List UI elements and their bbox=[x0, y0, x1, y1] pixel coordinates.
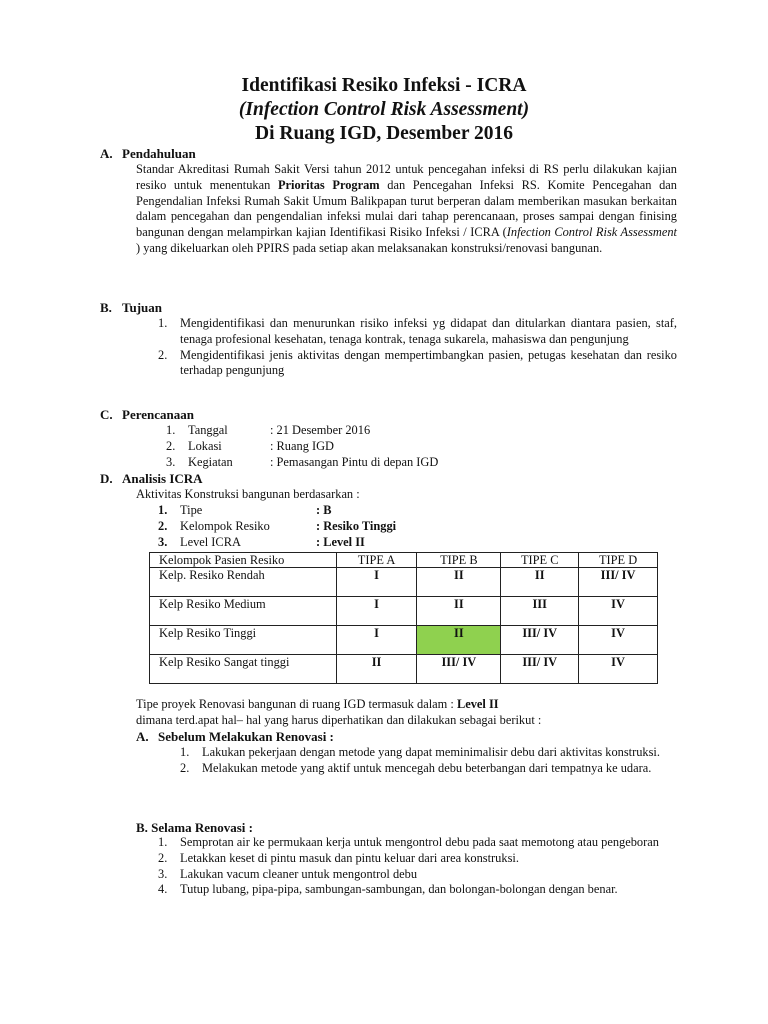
table-header: TIPE A bbox=[336, 553, 417, 568]
list-item: 2. Lokasi : Ruang IGD bbox=[166, 438, 335, 453]
section-c-heading: C. Perencanaan bbox=[100, 407, 194, 422]
subsection-b-list bbox=[158, 835, 677, 898]
highlighted-cell: II bbox=[417, 626, 501, 655]
list-item: 1. Lakukan pekerjaan dengan metode yang dapat meminimalisir debu dari aktivitas konstruksi. bbox=[180, 745, 660, 759]
section-b-list bbox=[158, 316, 677, 379]
icra-summary: Tipe proyek Renovasi bangunan di ruang IGD termasuk dalam : Level II bbox=[136, 697, 499, 711]
section-d-criteria bbox=[158, 503, 558, 550]
document-title: Identifikasi Resiko Infeksi - ICRA bbox=[241, 75, 527, 96]
list-item: 3. Lakukan vacum cleaner untuk mengontrol debu bbox=[158, 866, 418, 881]
table-row bbox=[150, 568, 658, 597]
section-d-intro: Aktivitas Konstruksi bangunan berdasarkan : bbox=[136, 487, 360, 501]
list-item: 2. Kelompok Resiko : Resiko Tinggi bbox=[158, 518, 397, 533]
table-cell: Kelp Resiko Sangat tinggi bbox=[150, 655, 337, 684]
table-cell: III/ IV bbox=[579, 568, 658, 597]
subsection-a-list bbox=[180, 745, 677, 777]
list-item: 4. Tutup lubang, pipa-pipa, sambungan-sambungan, dan bolongan-bolongan dengan benar. bbox=[158, 882, 618, 897]
table-cell: II bbox=[336, 655, 417, 684]
table-header: TIPE C bbox=[501, 553, 579, 568]
table-header-row bbox=[150, 553, 658, 568]
table-cell: II bbox=[417, 568, 501, 597]
table-header: TIPE B bbox=[417, 553, 501, 568]
section-a-paragraph: Standar Akreditasi Rumah Sakit Versi tahun 2012 untuk pencegahan infeksi di RS perlu dilakukan kajian resiko untuk menentukan Prioritas Program dan Pencegahan Infeksi RS. Komite Pencegahan dan Pengendalian Infeksi Rumah Sakit Umum Balikpapan turut berperan dalam memberikan masukan berkaitan dalam pencegahan dan pengendalian infeksi mulai dari tahap perencanaan, proses sampai dengan finising bangunan dengan melampirkan kajian Identifikasi Risiko Infeksi / ICRA (Infection Control Risk Assessment ) yang dikeluarkan oleh PPIRS pada setiap akan melaksanakan konstruksi/renovasi bangunan. bbox=[136, 162, 677, 255]
subsection-b-heading: B. Selama Renovasi : bbox=[136, 820, 253, 835]
list-item: 3. Level ICRA : Level II bbox=[158, 534, 365, 549]
table-cell: II bbox=[501, 568, 579, 597]
list-item: 1. Tipe : B bbox=[158, 503, 332, 517]
table-cell: IV bbox=[579, 597, 658, 626]
list-item: 2. Letakkan keset di pintu masuk dan pintu keluar dari area konstruksi. bbox=[158, 850, 519, 865]
table-cell: I bbox=[336, 626, 417, 655]
section-c-list bbox=[158, 423, 558, 470]
table-cell: I bbox=[336, 568, 417, 597]
table-row bbox=[150, 655, 658, 684]
table-cell: III bbox=[501, 597, 579, 626]
table-cell: Kelp. Resiko Rendah bbox=[150, 568, 337, 597]
document-location-date: Di Ruang IGD, Desember 2016 bbox=[254, 123, 513, 144]
table-row bbox=[150, 626, 658, 655]
section-d-heading: D. Analisis ICRA bbox=[100, 471, 203, 486]
icra-matrix-table bbox=[149, 552, 658, 684]
section-a-heading: A. Pendahuluan bbox=[100, 146, 196, 161]
list-item: 1. Tanggal : 21 Desember 2016 bbox=[166, 423, 371, 437]
table-cell: III/ IV bbox=[417, 655, 501, 684]
subsection-a-heading: A. Sebelum Melakukan Renovasi : bbox=[136, 729, 334, 744]
table-header: TIPE D bbox=[579, 553, 658, 568]
list-item: 1. Mengidentifikasi dan menurunkan risiko infeksi yg didapat dan ditularkan diantara pasien, staf, tenaga profesional kesehatan, tenaga kontrak, tenaga sukarela, mahasiswa dan pengunjung bbox=[158, 316, 677, 346]
document-subtitle: (Infection Control Risk Assessment) bbox=[238, 99, 530, 120]
list-item: 2. Mengidentifikasi jenis aktivitas dengan mempertimbangkan pasien, petugas kesehatan dan resiko terhadap pengunjung bbox=[158, 347, 677, 378]
table-cell: Kelp Resiko Tinggi bbox=[150, 626, 337, 655]
table-cell: III/ IV bbox=[501, 655, 579, 684]
list-item: 2. Melakukan metode yang aktif untuk mencegah debu beterbangan dari tempatnya ke udara. bbox=[180, 760, 652, 775]
icra-note: dimana terd.apat hal– hal yang harus diperhatikan dan dilakukan sebagai berikut : bbox=[136, 713, 542, 727]
table-cell: I bbox=[336, 597, 417, 626]
table-cell: IV bbox=[579, 655, 658, 684]
table-cell: Kelp Resiko Medium bbox=[150, 597, 337, 626]
table-cell: II bbox=[417, 597, 501, 626]
section-b-heading: B. Tujuan bbox=[100, 300, 162, 315]
list-item: 3. Kegiatan : Pemasangan Pintu di depan IGD bbox=[166, 454, 439, 469]
table-row bbox=[150, 597, 658, 626]
list-item: 1. Semprotan air ke permukaan kerja untuk mengontrol debu pada saat memotong atau pengeboran bbox=[158, 835, 659, 849]
table-header: Kelompok Pasien Resiko bbox=[150, 553, 337, 568]
table-cell: IV bbox=[579, 626, 658, 655]
table-cell: III/ IV bbox=[501, 626, 579, 655]
